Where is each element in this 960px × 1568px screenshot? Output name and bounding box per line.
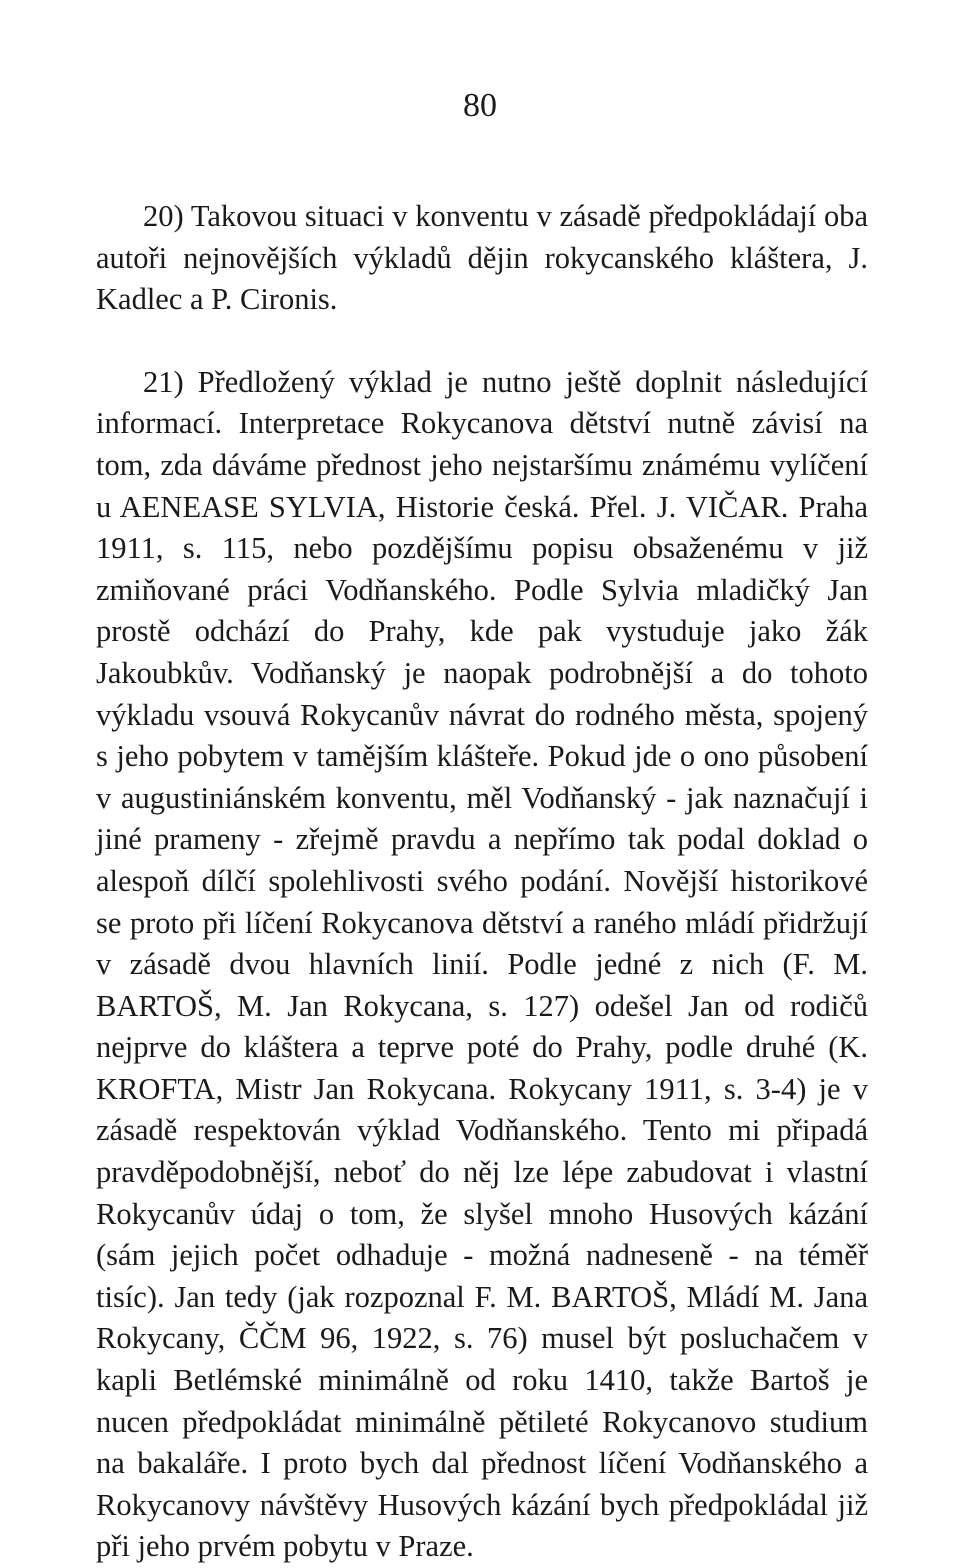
footnotes-section <box>96 196 868 1568</box>
page-number: 80 <box>463 87 497 124</box>
footnote-20: 20) Takovou situaci v konventu v zásadě předpokládají oba autoři nejnovějších výkladů dějin rokycanského kláštera, J. Kadlec a P. Cironis. <box>96 199 868 317</box>
footnote-21: 21) Předložený výklad je nutno ještě doplnit následující informací. Interpretace Rokycanova dětství nutně závisí na tom, zda dáváme přednost jeho nejstaršímu známému vylíčení u AENEASE SYLVIA, Historie česká. Přel. J. VIČAR. Praha 1911, s. 115, nebo pozdějšímu popisu obsaženému v již zmiňované práci Vodňanského. Podle Sylvia mladičký Jan prostě odchází do Prahy, kde pak vystuduje jako žák Jakoubkův. Vodňanský je naopak podrobnější a do tohoto výkladu vsouvá Rokycanův návrat do rodného města, spojený s jeho pobytem v tamějším klášteře. Pokud jde o ono působení v augustiniánském konventu, měl Vodňanský - jak naznačují i jiné prameny - zřejmě pravdu a nepřímo tak podal doklad o alespoň dílčí spolehlivosti svého podání. Novější historikové se proto při líčení Rokycanova dětství a raného mládí přidržují v zásadě dvou hlavních linií. Podle jedné z nich (F. M. BARTOŠ, M. Jan Rokycana, s. 127) odešel Jan od rodičů nejprve do kláštera a teprve poté do Prahy, podle druhé (K. KROFTA, Mistr Jan Rokycana. Rokycany 1911, s. 3-4) je v zásadě respektován výklad Vodňanského. Tento mi připadá pravděpodobnější, neboť do něj lze lépe zabudovat i vlastní Rokycanův údaj o tom, že slyšel mnoho Husových kázání (sám jejich počet odhaduje - možná nadneseně - na téměř tisíc). Jan tedy (jak rozpoznal F. M. BARTOŠ, Mládí M. Jana Rokycany, ČČM 96, 1922, s. 76) musel být posluchačem v kapli Betlémské minimálně od roku 1410, takže Bartoš je nucen předpokládat minimálně pětileté Rokycanovo studium na bakaláře. I proto bych dal přednost líčení Vodňanského a Rokycanovy návštěvy Husových kázání bych předpokládal již při jeho prvém pobytu v Praze. <box>96 364 868 1564</box>
